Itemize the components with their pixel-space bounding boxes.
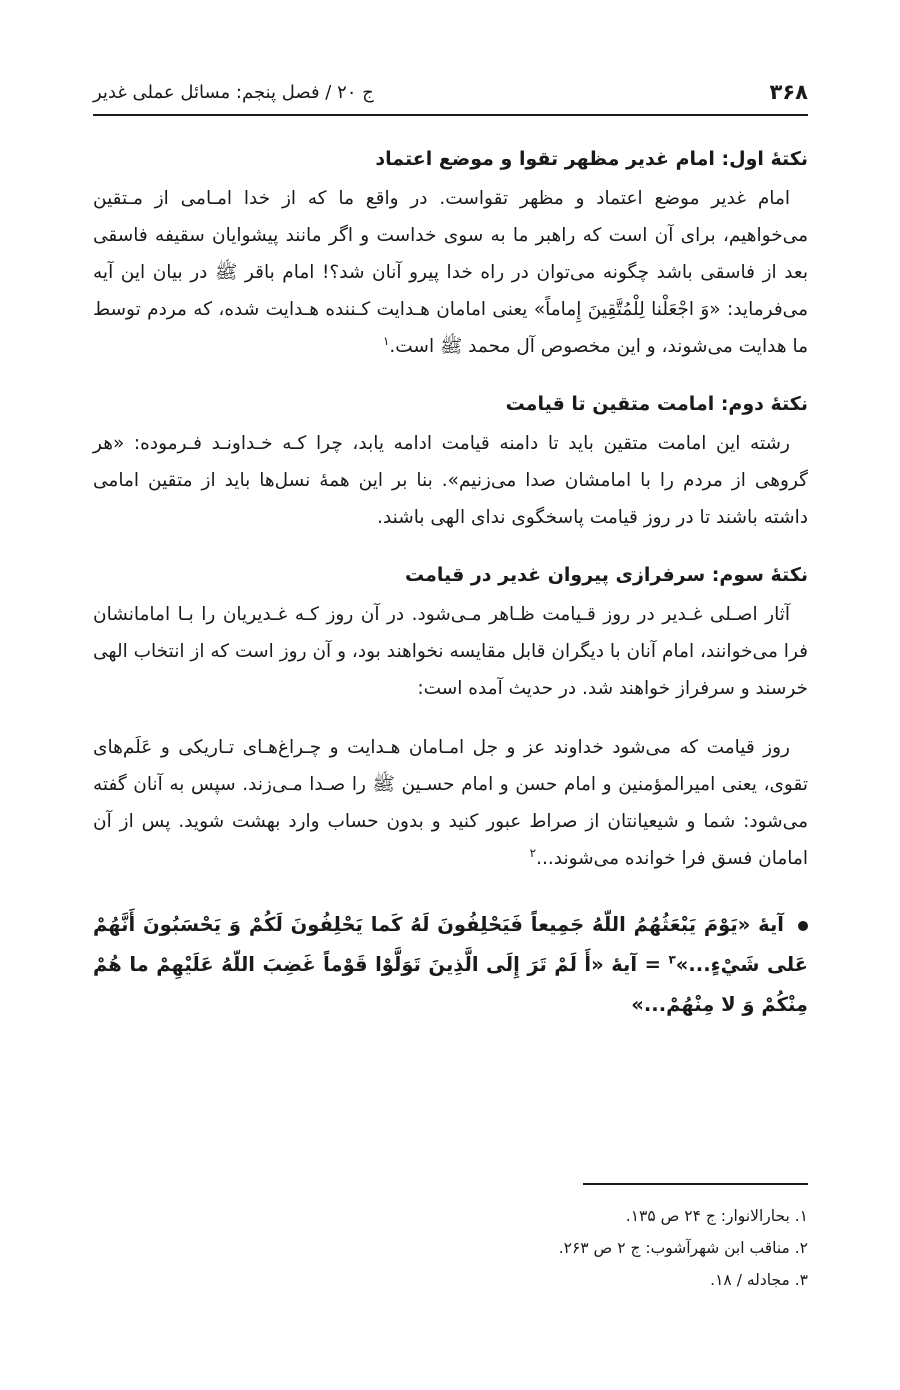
footnote-ref-2[interactable]: ۲ — [529, 845, 537, 860]
quote-text: روز قیامت که می‌شود خداوند عز و جل امـامان هـدایت و چـراغ‌هـای تـاریکی و عَلَم‌های تقوی، یعنی امیرالمؤمنین و امام حسن و امام حسـین ﷺ را صـدا مـی‌زند. سپس به آنان گفته می‌شود: شما و شیعیانتان از صراط عبور کنید و بدون حساب وارد بهشت شوید. پس از آن امامان فسق فرا خوانده می‌شوند... — [93, 737, 808, 869]
hadith-quote — [93, 729, 808, 877]
verse-block — [93, 905, 808, 1025]
page-content — [93, 142, 808, 1025]
footnote-ref-3[interactable]: ۳ — [668, 952, 676, 967]
section-1-body — [93, 180, 808, 365]
section-1 — [93, 142, 808, 365]
verse-part-2: = آیۀ «أَ لَمْ تَرَ إِلَى الَّذِينَ تَوَلَّوْا قَوْماً غَضِبَ اللّهُ عَلَيْهِمْ ما هُمْ مِنْكُمْ وَ لا مِنْهُمْ...» — [93, 953, 808, 1016]
footnotes — [93, 1200, 808, 1296]
section-2 — [93, 387, 808, 536]
footnote-1: ۱. بحارالانوار: ج ۲۴ ص ۱۳۵. — [625, 1207, 808, 1225]
bullet-icon — [798, 921, 808, 931]
section-2-title: نکتۀ دوم: امامت متقین تا قیامت — [505, 393, 808, 415]
section-1-text: امام غدیر موضع اعتماد و مظهر تقواست. در واقع ما که از خدا امـامی از مـتقین می‌خواهیم، برای آن است که راهبر ما به سوی خداست و اگر مانند پیشوایان سقیفه فاسقی بعد از فاسقی باشد چگونه می‌توان در راه خدا پیرو آنان شد؟! امام باقر ﷺ در بیان این آیه می‌فرماید: «وَ اجْعَلْنا لِلْمُتَّقِينَ إِماماً» یعنی امامان هـدایت کـننده هـدایت شده، که مردم توسط ما هدایت می‌شوند، و این مخصوص آل محمد ﷺ است. — [93, 188, 808, 357]
footnote-3: ۳. مجادله / ۱۸. — [710, 1271, 808, 1289]
section-2-text: رشته این امامت متقین باید تا دامنه قیامت ادامه یابد، چرا کـه خـداونـد فـرموده: «هر گروهی از مردم را با امامشان صدا می‌زنیم». بنا بر این همۀ نسل‌ها باید از متقین امامی داشته باشند تا در روز قیامت پاسخگوی ندای الهی باشند. — [93, 433, 808, 528]
section-2-body — [93, 425, 808, 536]
section-3-title: نکتۀ سوم: سرفرازی پیروان غدیر در قیامت — [405, 564, 808, 586]
footnote-ref-1[interactable]: ۱ — [382, 333, 390, 348]
section-1-title: نکتۀ اول: امام غدیر مظهر تقوا و موضع اعتماد — [375, 148, 808, 170]
quote-body — [93, 729, 808, 877]
footnote-divider — [583, 1183, 808, 1185]
section-3 — [93, 558, 808, 707]
section-3-body — [93, 596, 808, 707]
section-3-text: آثار اصـلی غـدیر در روز قـیامت ظـاهر مـی‌شود. در آن روز کـه غـدیریان را بـا امامانشان فرا می‌خوانند، امام آنان با دیگران قابل مقایسه نخواهند بود، و آن روز است که از انتخاب الهی خرسند و سرفراز خواهند شد. در حدیث آمده است: — [93, 604, 808, 699]
footnote-2: ۲. مناقب ابن شهرآشوب: ج ۲ ص ۲۶۳. — [558, 1239, 808, 1257]
verse-part-1: آیۀ «يَوْمَ يَبْعَثُهُمُ اللّهُ جَمِيعاً فَيَحْلِفُونَ لَهُ كَما يَحْلِفُونَ لَكُمْ وَ يَحْسَبُونَ أَنَّهُمْ عَلى شَيْءٍ...» — [93, 913, 809, 976]
running-title: ج ۲۰ / فصل پنجم: مسائل عملی غدیر — [93, 82, 374, 103]
page-header — [93, 74, 808, 116]
page-number: ۳۶۸ — [769, 80, 808, 104]
